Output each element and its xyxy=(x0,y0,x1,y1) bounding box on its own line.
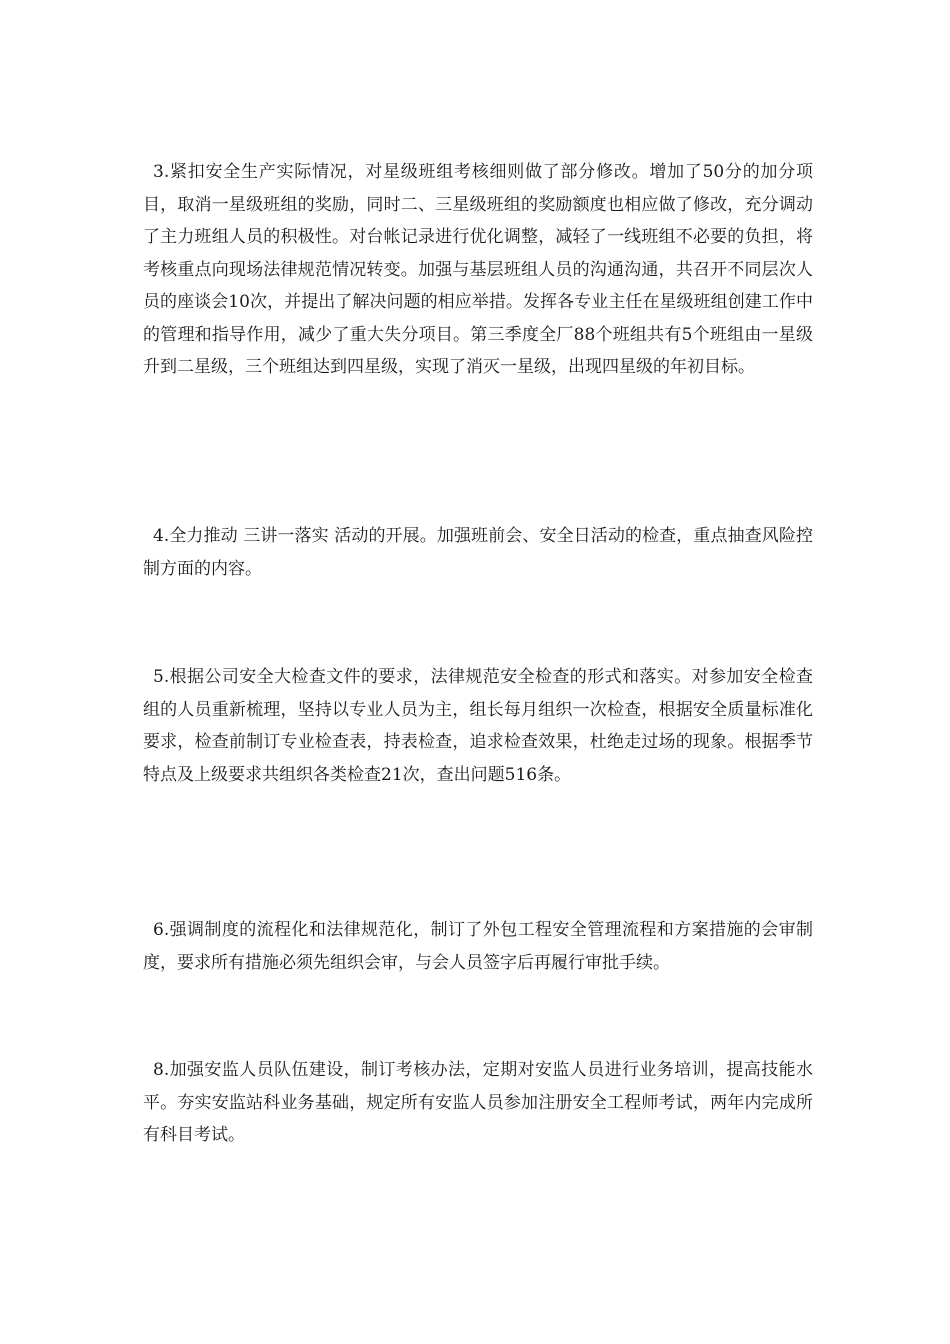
paragraph-item-6: 6.强调制度的流程化和法律规范化，制订了外包工程安全管理流程和方案措施的会审制度，要求所有措施必须先组织会审，与会人员签字后再履行审批手续。 xyxy=(143,920,813,973)
paragraph-item-8: 8.加强安监人员队伍建设，制订考核办法，定期对安监人员进行业务培训，提高技能水平。夯实安监站科业务基础，规定所有安监人员参加注册安全工程师考试，两年内完成所有科目考试。 xyxy=(143,1060,813,1145)
paragraph-item-4: 4.全力推动 三讲一落实 活动的开展。加强班前会、安全日活动的检查，重点抽查风险控制方面的内容。 xyxy=(143,526,813,579)
paragraph-item-5: 5.根据公司安全大检查文件的要求，法律规范安全检查的形式和落实。对参加安全检查组的人员重新梳理，坚持以专业人员为主，组长每月组织一次检查，根据安全质量标准化要求，检查前制订专业检查表，持表检查，追求检查效果，杜绝走过场的现象。根据季节特点及上级要求共组织各类检查21次，查出问题516条。 xyxy=(143,667,813,785)
paragraph-item-3: 3.紧扣安全生产实际情况，对星级班组考核细则做了部分修改。增加了50分的加分项目，取消一星级班组的奖励，同时二、三星级班组的奖励额度也相应做了修改，充分调动了主力班组人员的积极性。对台帐记录进行优化调整，减轻了一线班组不必要的负担，将考核重点向现场法律规范情况转变。加强与基层班组人员的沟通沟通，共召开不同层次人员的座谈会10次，并提出了解决问题的相应举措。发挥各专业主任在星级班组创建工作中的管理和指导作用，减少了重大失分项目。第三季度全厂88个班组共有5个班组由一星级升到二星级，三个班组达到四星级，实现了消灭一星级，出现四星级的年初目标。 xyxy=(143,162,813,377)
